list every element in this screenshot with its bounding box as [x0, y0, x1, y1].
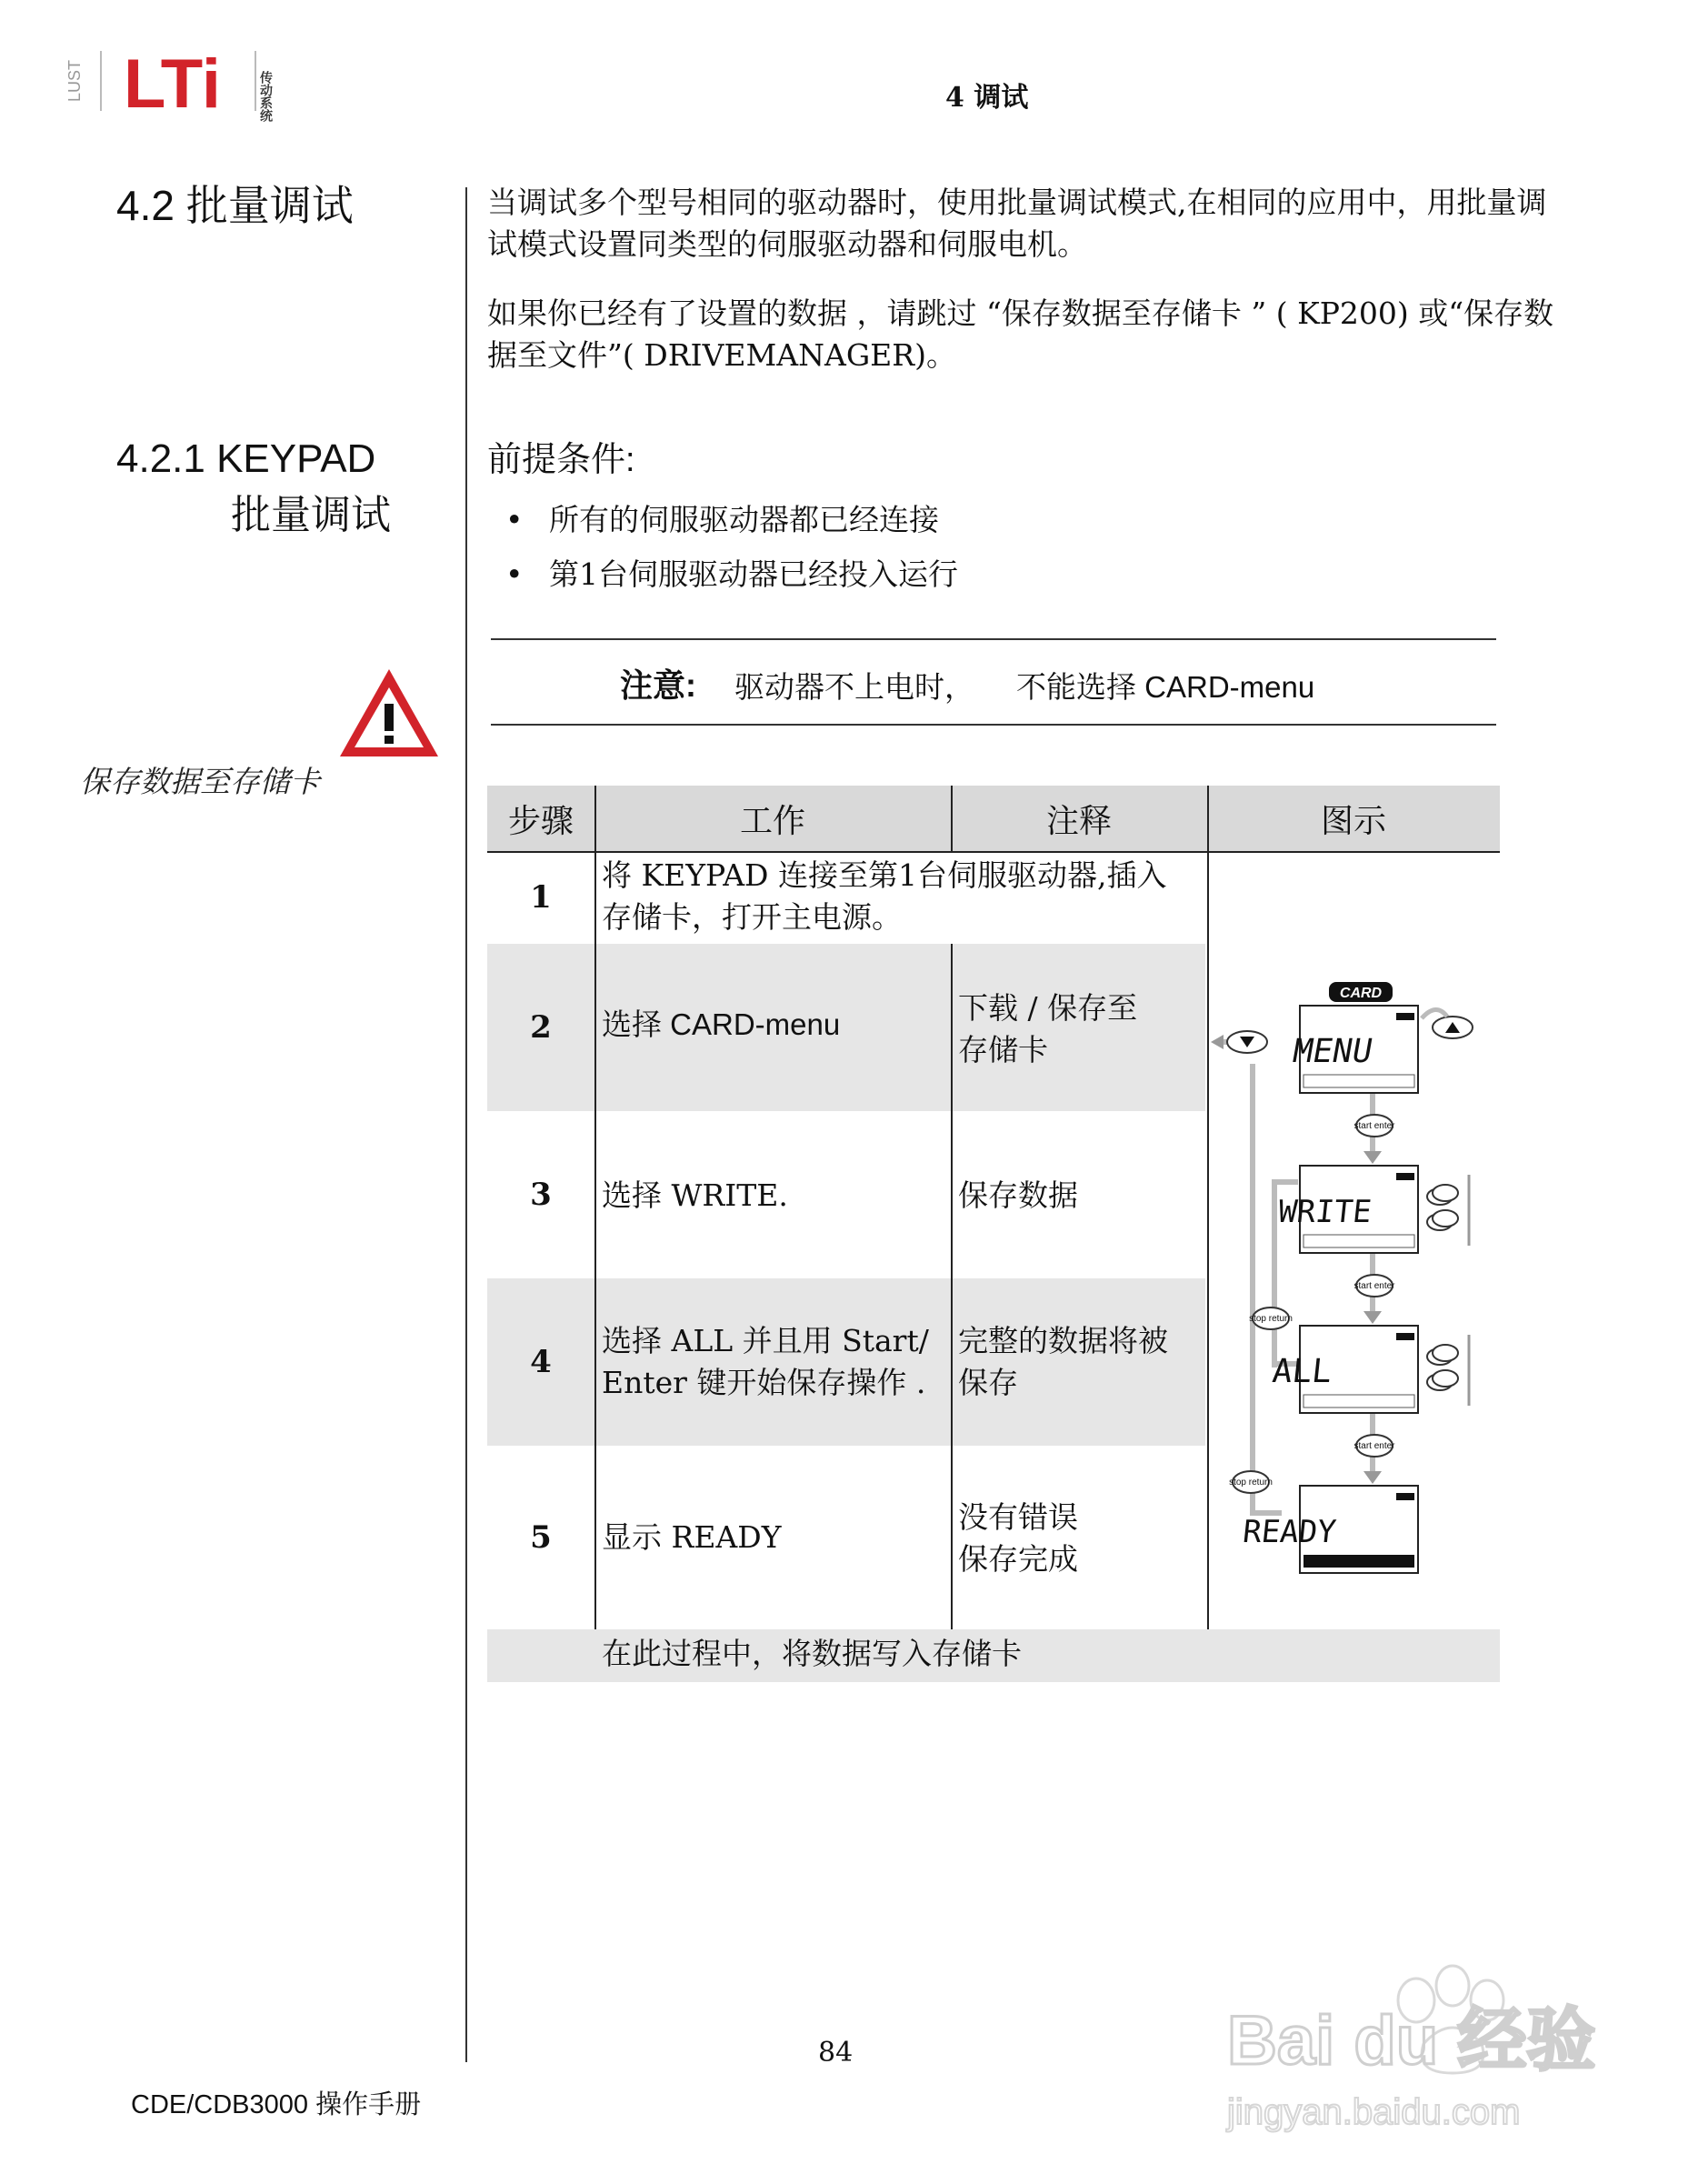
- prerequisites-title: 前提条件:: [487, 441, 635, 479]
- stop-return-label: stop return: [1249, 1314, 1293, 1324]
- lcd-text: MENU: [1290, 1031, 1376, 1070]
- table-rule: [594, 786, 596, 1629]
- step-work: 选择 ALL 并且用 Start/ Enter 键开始保存操作 .: [602, 1323, 929, 1400]
- table-rule: [951, 944, 953, 1629]
- step-number: 5: [530, 1519, 552, 1556]
- list-item: [505, 496, 958, 551]
- logo-tagline: 传动系统: [258, 71, 273, 122]
- keypad-card-diagram: [1209, 973, 1482, 1609]
- step-work: 显示 READY: [602, 1519, 782, 1555]
- step-work: 将 KEYPAD 连接至第1台伺服驱动器,插入存储卡，打开主电源。: [602, 857, 1167, 935]
- prerequisite-text: 第1台伺服驱动器已经投入运行: [549, 556, 958, 592]
- step-work: 选择 WRITE.: [602, 1177, 788, 1213]
- watermark-url: jingyan.baidu.com: [1227, 2092, 1521, 2132]
- header-work: 工作: [594, 786, 951, 851]
- warning-caption: 保存数据至存储卡: [80, 764, 320, 799]
- bullet-icon: •: [505, 556, 524, 592]
- start-enter-label: start enter: [1353, 1281, 1395, 1291]
- table-rule: [487, 851, 1500, 853]
- stop-return-label: stop return: [1229, 1478, 1273, 1488]
- section-4-2-1-line1: 4.2.1 KEYPAD: [116, 436, 376, 481]
- lti-logo: [65, 44, 309, 123]
- note-text-1: 驱动器不上电时，: [734, 669, 974, 705]
- note-rule-bottom: [491, 724, 1496, 726]
- lcd-text: WRITE: [1276, 1194, 1373, 1230]
- table-rule: [951, 786, 953, 851]
- card-badge-label: CARD: [1339, 986, 1383, 1001]
- step-number: 2: [530, 1009, 552, 1046]
- section-4-2-title: 4.2 批量调试: [116, 182, 354, 229]
- start-enter-label: start enter: [1353, 1441, 1395, 1451]
- bullet-icon: •: [505, 502, 524, 537]
- intro-paragraph-1: 当调试多个型号相同的驱动器时，使用批量调试模式,在相同的应用中，用批量调试模式设置同类型的伺服驱动器和伺服电机。: [487, 185, 1547, 262]
- note-text-2: 不能选择 CARD-menu: [1016, 670, 1315, 704]
- table-footer: 在此过程中，将数据写入存储卡: [602, 1636, 1022, 1671]
- lcd-text: ALL: [1270, 1352, 1334, 1390]
- section-4-2-1-line2: 批量调试: [231, 493, 391, 537]
- warning-icon: [336, 666, 442, 762]
- logo-side-text: LUST: [65, 59, 84, 102]
- step-note: 下载 / 保存至存储卡: [958, 990, 1138, 1067]
- note-label: 注意:: [620, 666, 696, 704]
- page-number: 84: [818, 2037, 854, 2069]
- header-figure: 图示: [1207, 786, 1500, 851]
- list-item: [505, 551, 958, 606]
- prerequisites-list: [505, 496, 958, 606]
- step-number: 1: [530, 879, 552, 916]
- section-4-2-1-title: [116, 431, 391, 544]
- baidu-watermark: [1218, 1946, 1636, 2146]
- watermark-brand: Bai du 经验: [1227, 2002, 1596, 2079]
- start-enter-label: start enter: [1353, 1121, 1395, 1131]
- step-note: 保存数据: [958, 1177, 1078, 1213]
- step-note: 完整的数据将被保存: [958, 1323, 1168, 1400]
- lcd-text: READY: [1241, 1514, 1338, 1550]
- logo-text: LTi: [124, 45, 221, 123]
- prerequisite-text: 所有的伺服驱动器都已经连接: [549, 502, 939, 537]
- header-step: 步骤: [487, 786, 594, 851]
- step-number: 3: [530, 1177, 552, 1213]
- step-note: 没有错误保存完成: [958, 1499, 1078, 1577]
- column-divider: [465, 187, 467, 2062]
- step-number: 4: [530, 1344, 552, 1380]
- chapter-header: 4 调试: [945, 82, 1029, 114]
- manual-footer: CDE/CDB3000 操作手册: [131, 2090, 422, 2119]
- note-rule-top: [491, 638, 1496, 640]
- intro-paragraph-2: 如果你已经有了设置的数据 ，请跳过 “保存数据至存储卡 ” ( KP200) 或“保存数据至文件”( DRIVEMANAGER)。: [487, 296, 1554, 373]
- header-note: 注释: [951, 786, 1207, 851]
- step-work: 选择 CARD-menu: [602, 1007, 841, 1041]
